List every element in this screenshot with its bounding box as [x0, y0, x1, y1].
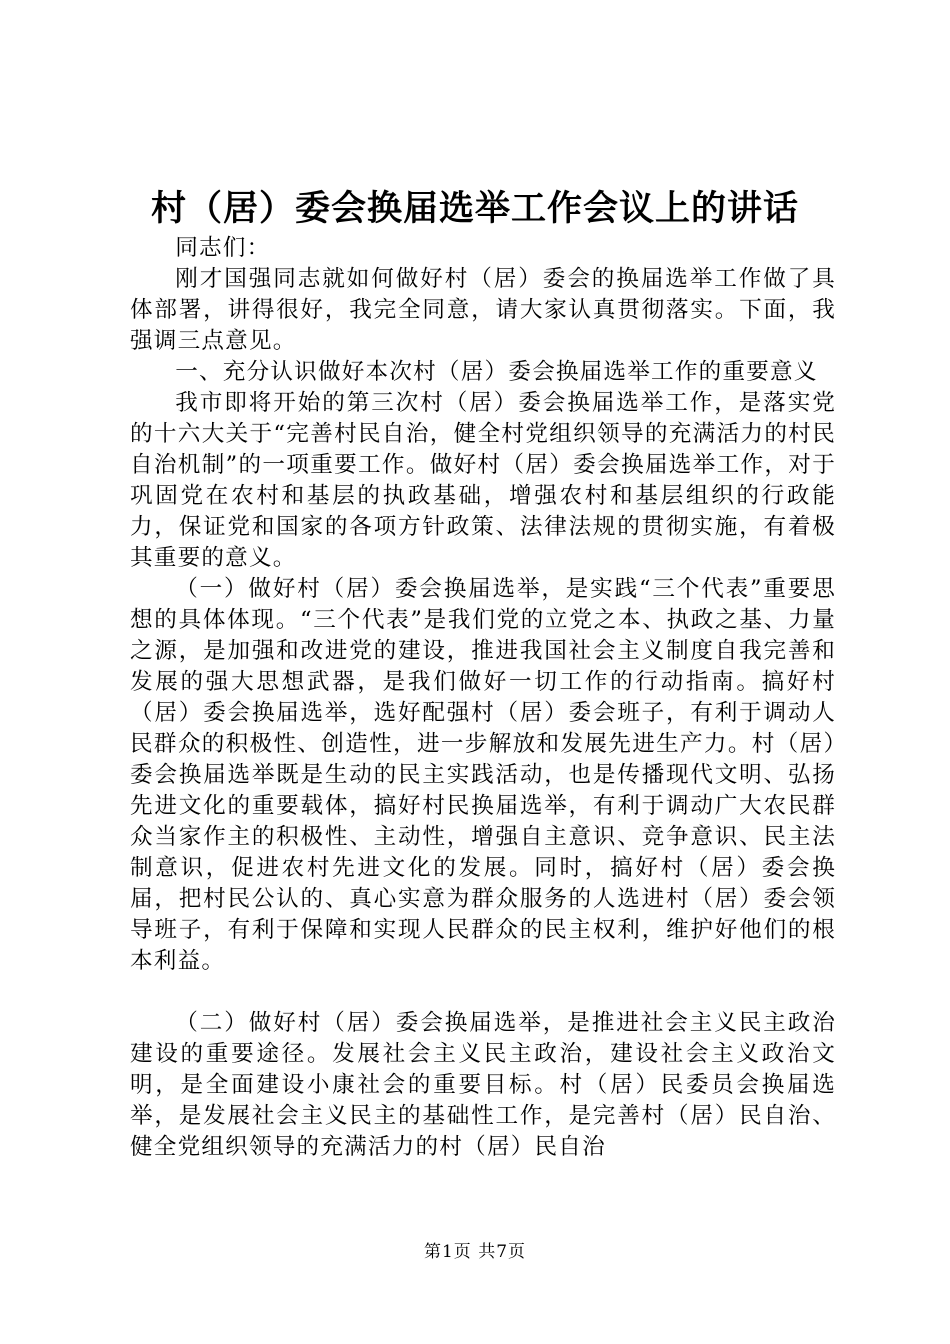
section-heading: 一、充分认识做好本次村（居）委会换届选举工作的重要意义 [175, 359, 818, 385]
page-number-footer: 第1页 共7页 [423, 1242, 527, 1262]
body-paragraph: 我市即将开始的第三次村（居）委会换届选举工作，是落实党的十六大关于“完善村民自治，健全村党组织领导的充满活力的村民自治机制”的一项重要工作。做好村（居）委会换届选举工作，对于巩固党在农村和基层的执政基础，增强农村和基层组织的行政能力，保证党和国家的各项方针政策、法律法规的贯彻实施，有着极其重要的意义。 [130, 390, 836, 571]
body-paragraph: 刚才国强同志就如何做好村（居）委会的换届选举工作做了具体部署，讲得很好，我完全同意，请大家认真贯彻落实。下面，我强调三点意见。 [130, 266, 836, 354]
salutation: 同志们： [175, 235, 271, 261]
document-body [130, 233, 836, 1163]
body-paragraph: （二）做好村（居）委会换届选举，是推进社会主义民主政治建设的重要途径。发展社会主义民主政治，建设社会主义政治文明，是全面建设小康社会的重要目标。村（居）民委员会换届选举，是发展社会主义民主的基础性工作，是完善村（居）民自治、健全党组织领导的充满活力的村（居）民自治 [130, 1010, 836, 1160]
document-title: 村（居）委会换届选举工作会议上的讲话 [150, 188, 799, 229]
body-paragraph: （一）做好村（居）委会换届选举，是实践“三个代表”重要思想的具体体现。“三个代表”是我们党的立党之本、执政之基、力量之源，是加强和改进党的建设，推进我国社会主义制度自我完善和发展的强大思想武器，是我们做好一切工作的行动指南。搞好村（居）委会换届选举，选好配强村（居）委会班子，有利于调动人民群众的积极性、创造性，进一步解放和发展先进生产力。村（居）委会换届选举既是生动的民主实践活动，也是传播现代文明、弘扬先进文化的重要载体，搞好村民换届选举，有利于调动广大农民群众当家作主的积极性、主动性，增强自主意识、竞争意识、民主法制意识，促进农村先进文化的发展。同时，搞好村（居）委会换届，把村民公认的、真心实意为群众服务的人选进村（居）委会领导班子，有利于保障和实现人民群众的民主权利，维护好他们的根本利益。 [130, 576, 836, 974]
